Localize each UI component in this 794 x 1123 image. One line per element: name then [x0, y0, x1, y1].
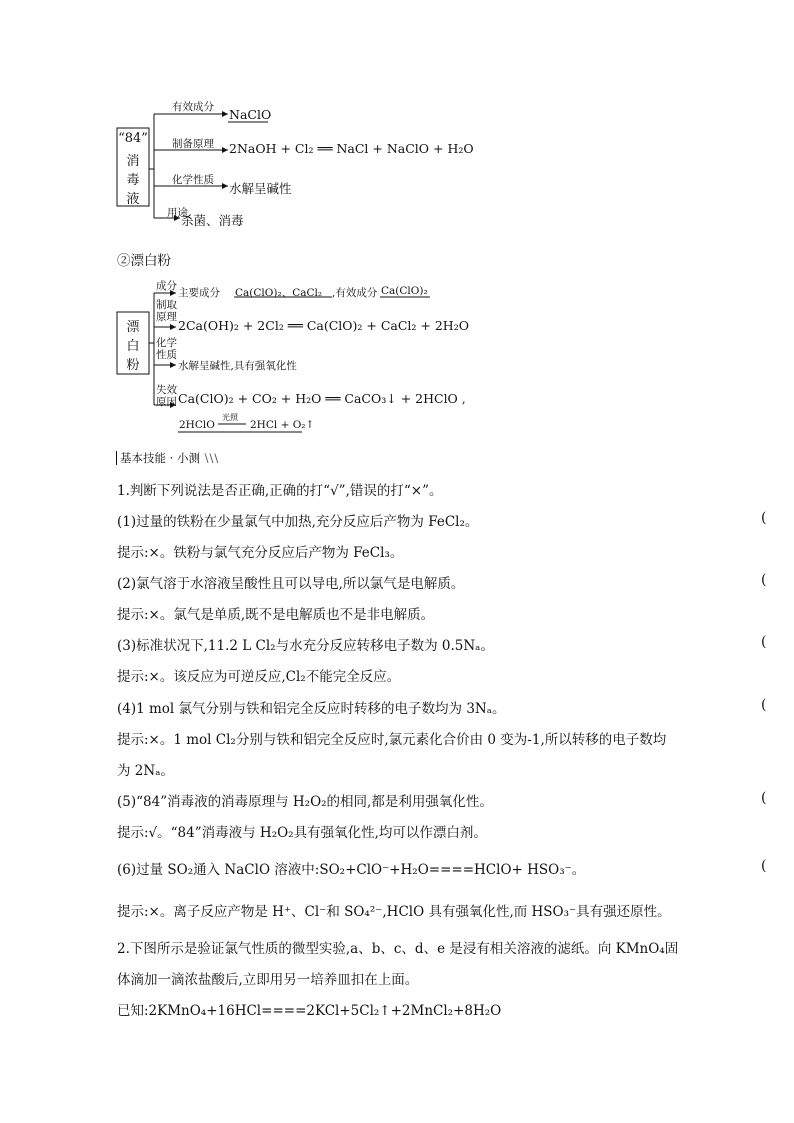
- diagram-lines: [0, 0, 794, 440]
- powder-label-component: 成分: [156, 280, 177, 292]
- q1-item1: (1)过量的铁粉在少量氯气中加热,充分反应后产物为 FeCl₂。: [117, 514, 479, 530]
- box84-line4: 液: [126, 192, 140, 207]
- powder-text-prep: 2Ca(OH)₂ + 2Cl₂ ══ Ca(ClO)₂ + CaCl₂ + 2H₂O: [178, 318, 469, 333]
- d84-label-component: 有效成分: [172, 101, 214, 113]
- q1-item4: (4)1 mol 氯气分别与铁和铝完全反应时转移的电子数均为 3Nₐ。: [117, 701, 506, 717]
- d84-text-properties: 水解呈碱性: [229, 181, 292, 196]
- answer-paren-2: (: [761, 572, 767, 588]
- q1-hint6: 提示:×。离子反应产物是 H⁺、Cl⁻和 SO₄²⁻,HClO 具有强氧化性,而 HSO₃⁻具有强还原性。: [117, 904, 671, 920]
- d84-text-component: NaClO: [229, 107, 272, 122]
- powder-label-prep2: 原理: [156, 311, 177, 323]
- q1-hint4: 提示:×。1 mol Cl₂分别与铁和铝完全反应时,氯元素化合价由 0 变为-1,所以转移的电子数均: [117, 732, 667, 748]
- box-powder-line3: 粉: [126, 358, 140, 373]
- d84-label-properties: 化学性质: [172, 174, 214, 186]
- powder-text-component-b: Ca(ClO)₂、CaCl₂: [235, 287, 323, 299]
- answer-paren-1: (: [761, 510, 767, 526]
- box84-line1: “84”: [118, 131, 148, 146]
- section-heading: [116, 450, 219, 466]
- box84-line3: 毒: [126, 173, 140, 188]
- q1-item5: (5)“84”消毒液的消毒原理与 H₂O₂的相同,都是利用强氧化性。: [117, 794, 493, 810]
- answer-paren-5: (: [761, 790, 767, 806]
- q1-hint5: 提示:√。“84”消毒液与 H₂O₂具有强氧化性,均可以作漂白剂。: [117, 825, 487, 841]
- powder-text-component-c: ,有效成分: [332, 287, 378, 299]
- q1-item3: (3)标准状况下,11.2 L Cl₂与水充分反应转移电子数为 0.5Nₐ。: [117, 638, 494, 654]
- powder-label-prop1: 化学: [156, 337, 177, 349]
- d84-label-use: 用途: [167, 207, 188, 219]
- q2-line2: 体滴加一滴浓盐酸后,立即用另一培养皿扣在上面。: [117, 972, 419, 988]
- d84-text-preparation: 2NaOH + Cl₂ ══ NaCl + NaClO + H₂O: [229, 141, 474, 156]
- box-powder-line2: 白: [126, 339, 140, 354]
- answer-paren-4: (: [761, 697, 767, 713]
- powder-text-fail2c: 2HCl + O₂↑: [250, 419, 315, 431]
- powder-label-prep1: 制取: [156, 299, 177, 311]
- powder-text-fail2b: 光照: [222, 413, 238, 422]
- q1-title: 1.判断下列说法是否正确,正确的打“√”,错误的打“×”。: [117, 483, 443, 499]
- box-powder-line1: 漂: [126, 320, 140, 335]
- powder-text-prop: 水解呈碱性,具有强氧化性: [178, 360, 297, 372]
- q2-line1: 2.下图所示是验证氯气性质的微型实验,a、b、c、d、e 是浸有相关溶液的滤纸。向 KMnO₄固: [117, 941, 679, 957]
- powder-text-component-d: Ca(ClO)₂: [381, 285, 428, 297]
- q1-item2: (2)氯气溶于水溶液呈酸性且可以导电,所以氯气是电解质。: [117, 576, 465, 592]
- d84-text-use: 杀菌、消毒: [181, 213, 244, 228]
- powder-label-prop2: 性质: [156, 349, 177, 361]
- d84-label-preparation: 制备原理: [172, 138, 214, 150]
- answer-paren-3: (: [761, 634, 767, 650]
- q2-line3: 已知:2KMnO₄+16HCl====2KCl+5Cl₂↑+2MnCl₂+8H₂O: [117, 1003, 502, 1019]
- powder-label-fail2: 原因: [156, 396, 177, 408]
- powder-title: ②漂白粉: [117, 253, 171, 269]
- q1-hint2: 提示:×。氯气是单质,既不是电解质也不是非电解质。: [117, 607, 435, 623]
- q1-hint1: 提示:×。铁粉与氯气充分反应后产物为 FeCl₃。: [117, 545, 404, 561]
- q1-hint3: 提示:×。该反应为可逆反应,Cl₂不能完全反应。: [117, 669, 401, 685]
- q1-hint4-cont: 为 2Nₐ。: [117, 763, 174, 779]
- box84-line2: 消: [126, 154, 140, 169]
- powder-text-fail2a: 2HClO: [179, 419, 215, 431]
- q1-item6: (6)过量 SO₂通入 NaClO 溶液中:SO₂+ClO⁻+H₂O====HClO+ HSO₃⁻。: [117, 862, 586, 878]
- powder-text-component-a: 主要成分: [178, 287, 220, 299]
- powder-label-fail1: 失效: [156, 384, 177, 396]
- answer-paren-6: (: [761, 858, 767, 874]
- section-title: 基本技能 · 小测: [116, 451, 200, 465]
- section-decoration: \\\: [199, 451, 220, 465]
- powder-text-fail: Ca(ClO)₂ + CO₂ + H₂O ══ CaCO₃↓ + 2HClO ,: [178, 391, 466, 406]
